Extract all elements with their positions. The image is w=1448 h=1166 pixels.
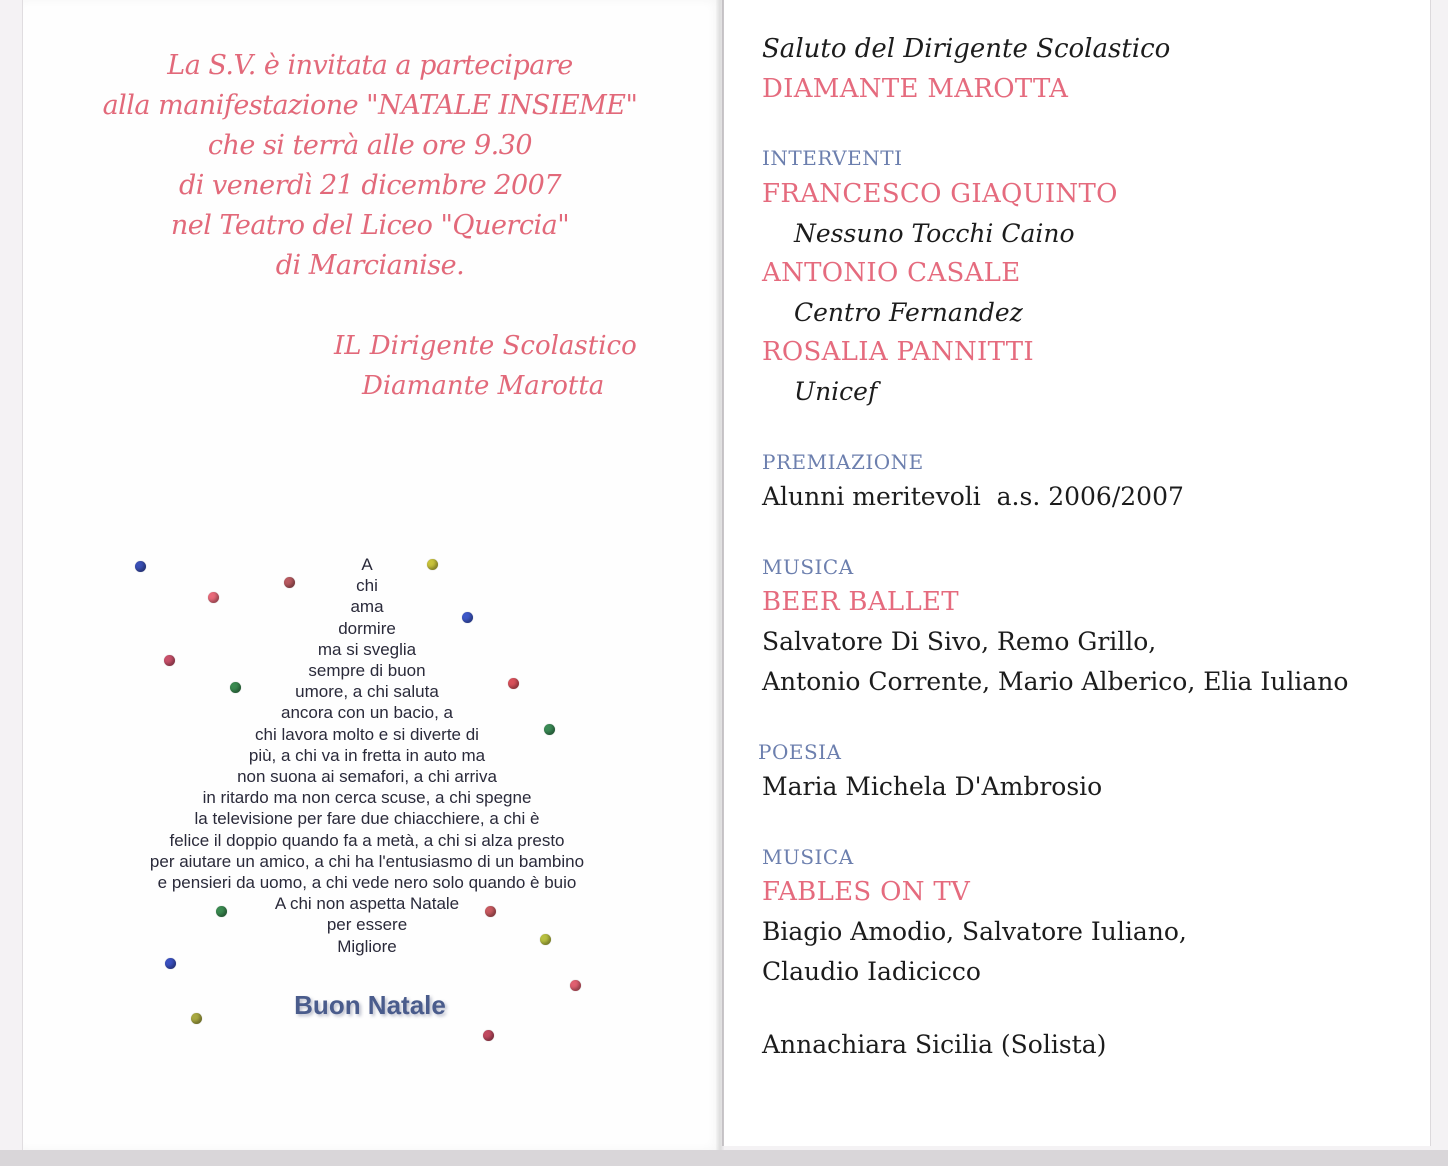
welcome-label: Saluto del Dirigente Scolastico [762, 34, 1171, 64]
poem-line: ma si sveglia [317, 639, 417, 659]
music-group-members: Salvatore Di Sivo, Remo Grillo, [762, 627, 1157, 656]
welcome-name: DIAMANTE MAROTTA [762, 74, 1069, 104]
poesia-author: Maria Michela D'Ambrosio [762, 772, 1103, 801]
premiazione-heading: PREMIAZIONE [762, 450, 924, 474]
invitation-line: di venerdì 21 dicembre 2007 [178, 170, 562, 201]
invitation-line: La S.V. è invitata a partecipare [167, 50, 573, 81]
signature-role: IL Dirigente Scolastico [334, 331, 637, 361]
poem-line: più, a chi va in fretta in auto ma [248, 745, 486, 765]
speaker-name: FRANCESCO GIAQUINTO [762, 179, 1118, 209]
music-group-members: Antonio Corrente, Mario Alberico, Elia Iuliano [762, 667, 1349, 696]
poem-line: A chi non aspetta Natale [274, 894, 460, 914]
poem-line: in ritardo ma non cerca scuse, a chi spegne [202, 788, 532, 808]
buon-natale-greeting: Buon Natale [294, 990, 446, 1020]
musica-heading: MUSICA [762, 555, 854, 579]
music-group-members: Biagio Amodio, Salvatore Iuliano, [762, 917, 1187, 946]
speaker-name: ANTONIO CASALE [762, 258, 1021, 288]
poem-line: sempre di buon [308, 661, 426, 681]
poem-line: dormire [338, 618, 396, 638]
poem-line: chi lavora molto e si diverte di [255, 724, 479, 744]
invitation-line: che si terrà alle ore 9.30 [207, 130, 533, 161]
poem-line: Migliore [337, 936, 397, 956]
speaker-name: ROSALIA PANNITTI [762, 337, 1034, 367]
musica-heading: MUSICA [762, 845, 854, 869]
poem-line: per aiutare un amico, a chi ha l'entusiasmo di un bambino [149, 851, 585, 871]
music-group-name: BEER BALLET [762, 587, 959, 617]
signature-name: Diamante Marotta [362, 371, 605, 401]
poesia-heading: POESIA [758, 740, 842, 764]
poem-line: A [361, 555, 373, 574]
speaker-org: Centro Fernandez [794, 298, 1023, 327]
invitation-line: di Marcianise. [275, 250, 465, 281]
music-group-name: FABLES ON TV [762, 877, 971, 907]
poem-line: per essere [326, 915, 408, 935]
speaker-org: Unicef [794, 377, 878, 406]
music-group-members: Claudio Iadicicco [762, 957, 981, 986]
poem-line: chi [356, 576, 378, 596]
poem-line: felice il doppio quando fa a metà, a chi si alza presto [169, 830, 565, 850]
soloist-name: Annachiara Sicilia (Solista) [762, 1030, 1107, 1059]
poem-line: e pensieri da uomo, a chi vede nero solo quando è buio [157, 873, 577, 893]
invitation-line: nel Teatro del Liceo "Quercia" [170, 210, 570, 241]
interventi-heading: INTERVENTI [762, 146, 903, 170]
premiazione-text: Alunni meritevoli a.s. 2006/2007 [762, 482, 1184, 511]
poem-line: umore, a chi saluta [295, 682, 439, 702]
poem-line: la televisione per fare due chiacchiere, a chi è [194, 809, 540, 829]
poem-line: ama [350, 597, 384, 617]
poem-line: ancora con un bacio, a [280, 703, 453, 723]
poem-line: non suona ai semafori, a chi arriva [237, 767, 497, 787]
invitation-line: alla manifestazione "NATALE INSIEME" [102, 90, 638, 121]
speaker-org: Nessuno Tocchi Caino [794, 219, 1075, 248]
